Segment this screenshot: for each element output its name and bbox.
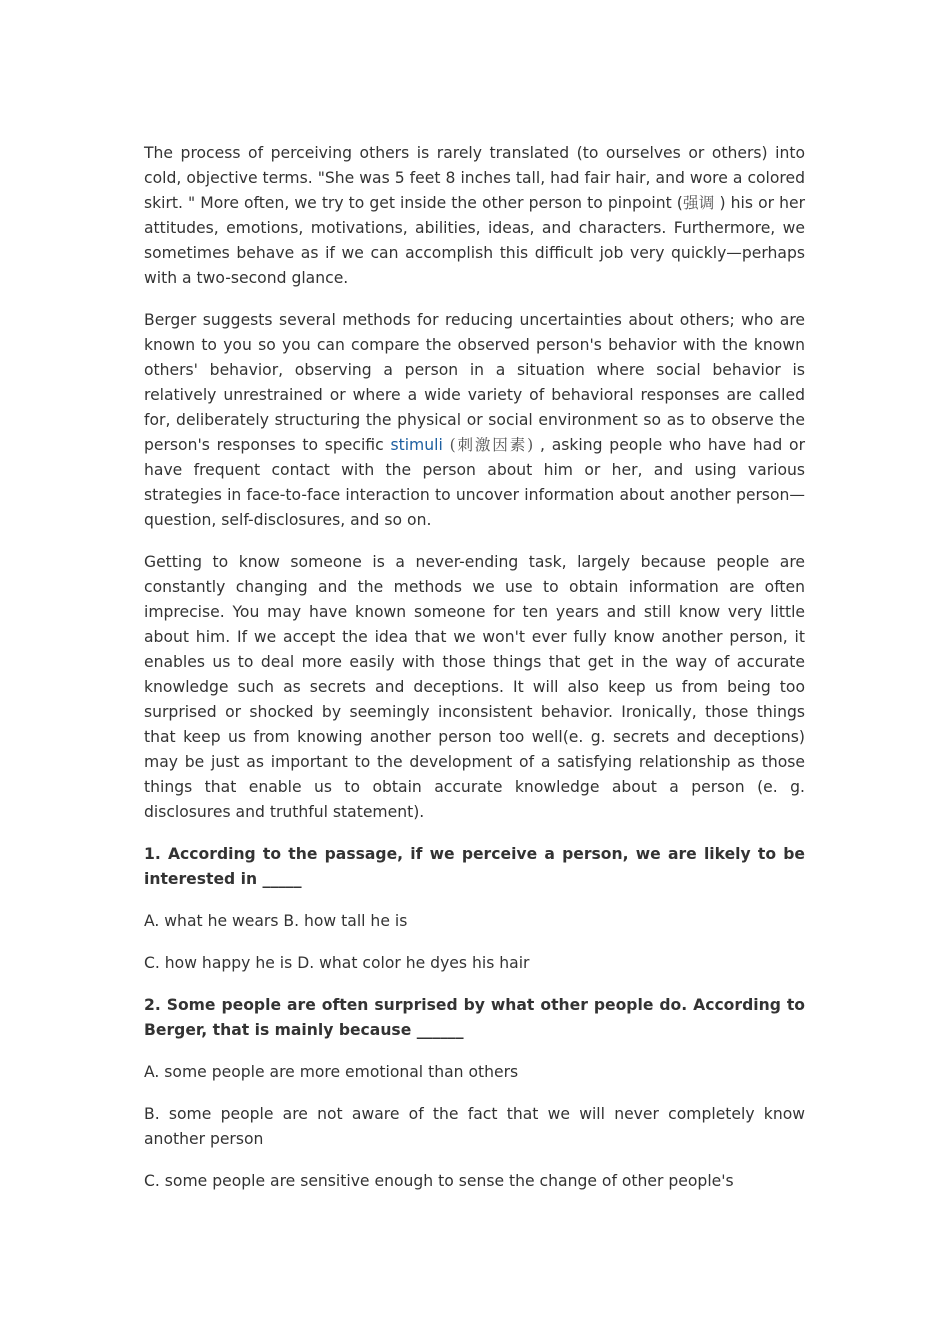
paragraph-text: Berger suggests several methods for reducing uncertainties about others; who are known to you so you can compare the observed person's behavior with the known others' behavior, observing a person in a situation where social behavior is relatively unrestrained or where a wide variety of behavioral responses are called for, deliberately structuring the physical or social environment so as to observe the person's responses to specific [144,311,805,454]
question-2-option-b: B. some people are not aware of the fact that we will never completely know another person [144,1105,805,1148]
chinese-gloss: (刺激因素) [442,436,534,454]
chinese-gloss: 强调 [682,194,715,212]
question-2-option-c: C. some people are sensitive enough to sense the change of other people's [144,1172,734,1190]
question-2-stem: 2. Some people are often surprised by what other people do. According to Berger, that is mainly because ______ [144,996,805,1039]
paragraph-text: ) his or her attitudes, emotions, motivations, abilities, ideas, and characters. Furthermore, we sometimes behave as if we can accomplish this difficult job very quickly—perhaps with a two-second glance. [144,194,805,287]
question-1-option-cd: C. how happy he is D. what color he dyes his hair [144,954,530,972]
question-2-option-a: A. some people are more emotional than others [144,1063,519,1081]
paragraph-text: The process of perceiving others is rarely translated (to ourselves or others) into cold, objective terms. "She was 5 feet 8 inches tall, had fair hair, and wore a colored skirt. " More often, we try to get inside the other person to pinpoint ( [144,144,805,212]
question-1-stem: 1. According to the passage, if we perceive a person, we are likely to be interested in _____ [144,845,805,888]
paragraph-text: , asking people who have had or have frequent contact with the person about him or her, and using various strategies in face-to-face interaction to uncover information about another person—question, self-disclosures, and so on. [144,436,805,529]
passage-paragraph-1 [144,141,805,291]
question-1-option-ab: A. what he wears B. how tall he is [144,912,408,930]
passage-paragraph-2 [144,308,805,533]
passage-paragraph-3: Getting to know someone is a never-ending task, largely because people are constantly changing and the methods we use to obtain information are often imprecise. You may have known someone for ten years and still know very little about him. If we accept the idea that we won't ever fully know another person, it enables us to deal more easily with those things that get in the way of accurate knowledge such as secrets and deceptions. It will also keep us from being too surprised or shocked by seemingly inconsistent behavior. Ironically, those things that keep us from knowing another person too well(e. g. secrets and deceptions) may be just as important to the development of a satisfying relationship as those things that enable us to obtain accurate knowledge about a person (e. g. disclosures and truthful statement). [144,553,805,821]
stimuli-link[interactable]: stimuli [390,436,443,454]
document-body [144,141,805,1211]
